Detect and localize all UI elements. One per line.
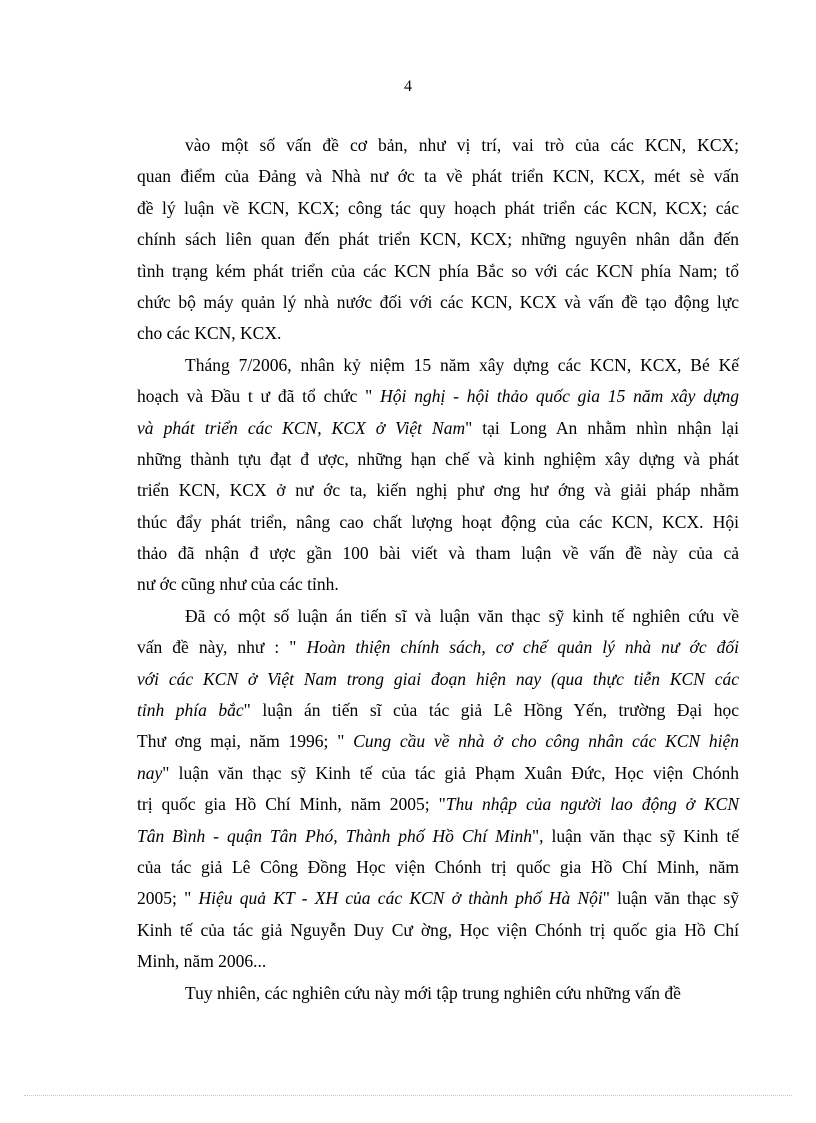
text-span: Đã có một số luận án tiến sĩ và luận văn thạc sỹ kinh tế nghiên cứu về <box>185 605 739 626</box>
text-line <box>137 350 739 381</box>
italic-text-span: và phát triển các KCN, KCX ở Việt Nam <box>137 417 466 438</box>
text-line <box>137 507 739 538</box>
text-line <box>137 130 739 161</box>
text-span: tình trạng kém phát triển của các KCN phía Bắc so với các KCN phía Nam; tổ <box>137 260 739 281</box>
text-line <box>137 538 739 569</box>
italic-text-span: nay <box>137 762 163 783</box>
text-line <box>137 632 739 663</box>
text-span: Kinh tế của tác giả Nguyễn Duy Cư ờng, Học viện Chónh trị quốc gia Hồ Chí <box>137 919 739 940</box>
page-bottom-divider <box>24 1095 792 1096</box>
text-line <box>137 381 739 412</box>
text-span: ", luận văn thạc sỹ Kinh tế <box>532 825 739 846</box>
text-span: trị quốc gia Hồ Chí Minh, năm 2005; " <box>137 794 446 815</box>
text-span: triển KCN, KCX ở nư ớc ta, kiến nghị phư ơng hư ớng và giải pháp nhằm <box>137 480 739 501</box>
text-span: đề lý luận về KCN, KCX; công tác quy hoạch phát triển các KCN, KCX; các <box>137 197 739 218</box>
italic-text-span: Tân Bình - quận Tân Phó, Thành phố Hồ Chí Minh <box>137 825 533 846</box>
text-span: " luận văn thạc sỹ <box>602 888 739 909</box>
italic-text-span: Hiệu quả KT - XH của các KCN ở thành phố Hà Nội <box>198 888 603 909</box>
italic-text-span: với các KCN ở Việt Nam trong giai đoạn hiện nay (qua thực tiễn KCN các <box>137 668 739 689</box>
text-line <box>137 726 739 757</box>
text-span: hoạch và Đầu t ư đã tổ chức " <box>137 386 381 407</box>
text-span: thảo đã nhận đ ược gần 100 bài viết và tham luận về vấn đề này của cả <box>137 543 739 564</box>
text-line <box>137 852 739 883</box>
italic-text-span: tỉnh phía bắc <box>137 700 244 721</box>
text-span: nư ớc cũng như của các tỉnh. <box>137 574 339 595</box>
text-line <box>137 318 739 349</box>
body-text <box>137 130 739 1009</box>
text-line <box>137 413 739 444</box>
page-number: 4 <box>404 78 412 95</box>
text-line <box>137 821 739 852</box>
text-line <box>137 224 739 255</box>
text-span: Tuy nhiên, các nghiên cứu này mới tập trung nghiên cứu những vấn đề <box>185 982 681 1003</box>
text-span: Thư ơng mại, năm 1996; " <box>137 731 354 752</box>
text-span: Minh, năm 2006... <box>137 951 267 972</box>
text-line <box>137 193 739 224</box>
text-line <box>137 287 739 318</box>
text-span: chức bộ máy quản lý nhà nước đối với các KCN, KCX và vấn đề tạo động lực <box>137 291 739 312</box>
text-line <box>137 256 739 287</box>
text-line <box>137 883 739 914</box>
italic-text-span: Hội nghị - hội thảo quốc gia 15 năm xây dựng <box>380 386 739 407</box>
text-span: Tháng 7/2006, nhân kỷ niệm 15 năm xây dựng các KCN, KCX, Bé Kế <box>185 354 739 375</box>
italic-text-span: Cung cầu về nhà ở cho công nhân các KCN hiện <box>353 731 740 752</box>
text-span: " luận án tiến sĩ của tác giả Lê Hồng Yến, trường Đại học <box>243 700 739 721</box>
text-line <box>137 601 739 632</box>
text-line <box>137 569 739 600</box>
text-line <box>137 915 739 946</box>
text-span: 2005; " <box>137 888 199 909</box>
text-span: những thành tựu đạt đ ược, những hạn chế và kinh nghiệm xây dựng và phát <box>137 448 739 469</box>
text-span: vào một số vấn đề cơ bản, như vị trí, vai trò của các KCN, KCX; <box>185 135 739 155</box>
text-span: vấn đề này, như : " <box>137 637 307 658</box>
text-line <box>137 758 739 789</box>
text-line <box>137 664 739 695</box>
text-line <box>137 789 739 820</box>
italic-text-span: Thu nhập của người lao động ở KCN <box>445 794 739 815</box>
text-line <box>137 161 739 192</box>
text-span: " tại Long An nhằm nhìn nhận lại <box>465 417 739 438</box>
text-span: của tác giả Lê Công Đồng Học viện Chónh trị quốc gia Hồ Chí Minh, năm <box>137 856 739 877</box>
text-line <box>137 475 739 506</box>
text-span: quan điểm của Đảng và Nhà nư ớc ta về phát triển KCN, KCX, mét sè vấn <box>137 166 739 187</box>
text-span: chính sách liên quan đến phát triển KCN, KCX; những nguyên nhân dẫn đến <box>137 229 739 250</box>
text-span: " luận văn thạc sỹ Kinh tế của tác giả Phạm Xuân Đức, Học viện Chónh <box>162 762 739 783</box>
text-span: cho các KCN, KCX. <box>137 323 282 344</box>
text-line <box>137 444 739 475</box>
text-span: thúc đẩy phát triển, nâng cao chất lượng hoạt động của các KCN, KCX. Hội <box>137 511 739 532</box>
text-line <box>137 978 739 1009</box>
italic-text-span: Hoàn thiện chính sách, cơ chế quản lý nhà nư ớc đối <box>306 637 740 658</box>
text-line <box>137 695 739 726</box>
text-line <box>137 946 739 977</box>
